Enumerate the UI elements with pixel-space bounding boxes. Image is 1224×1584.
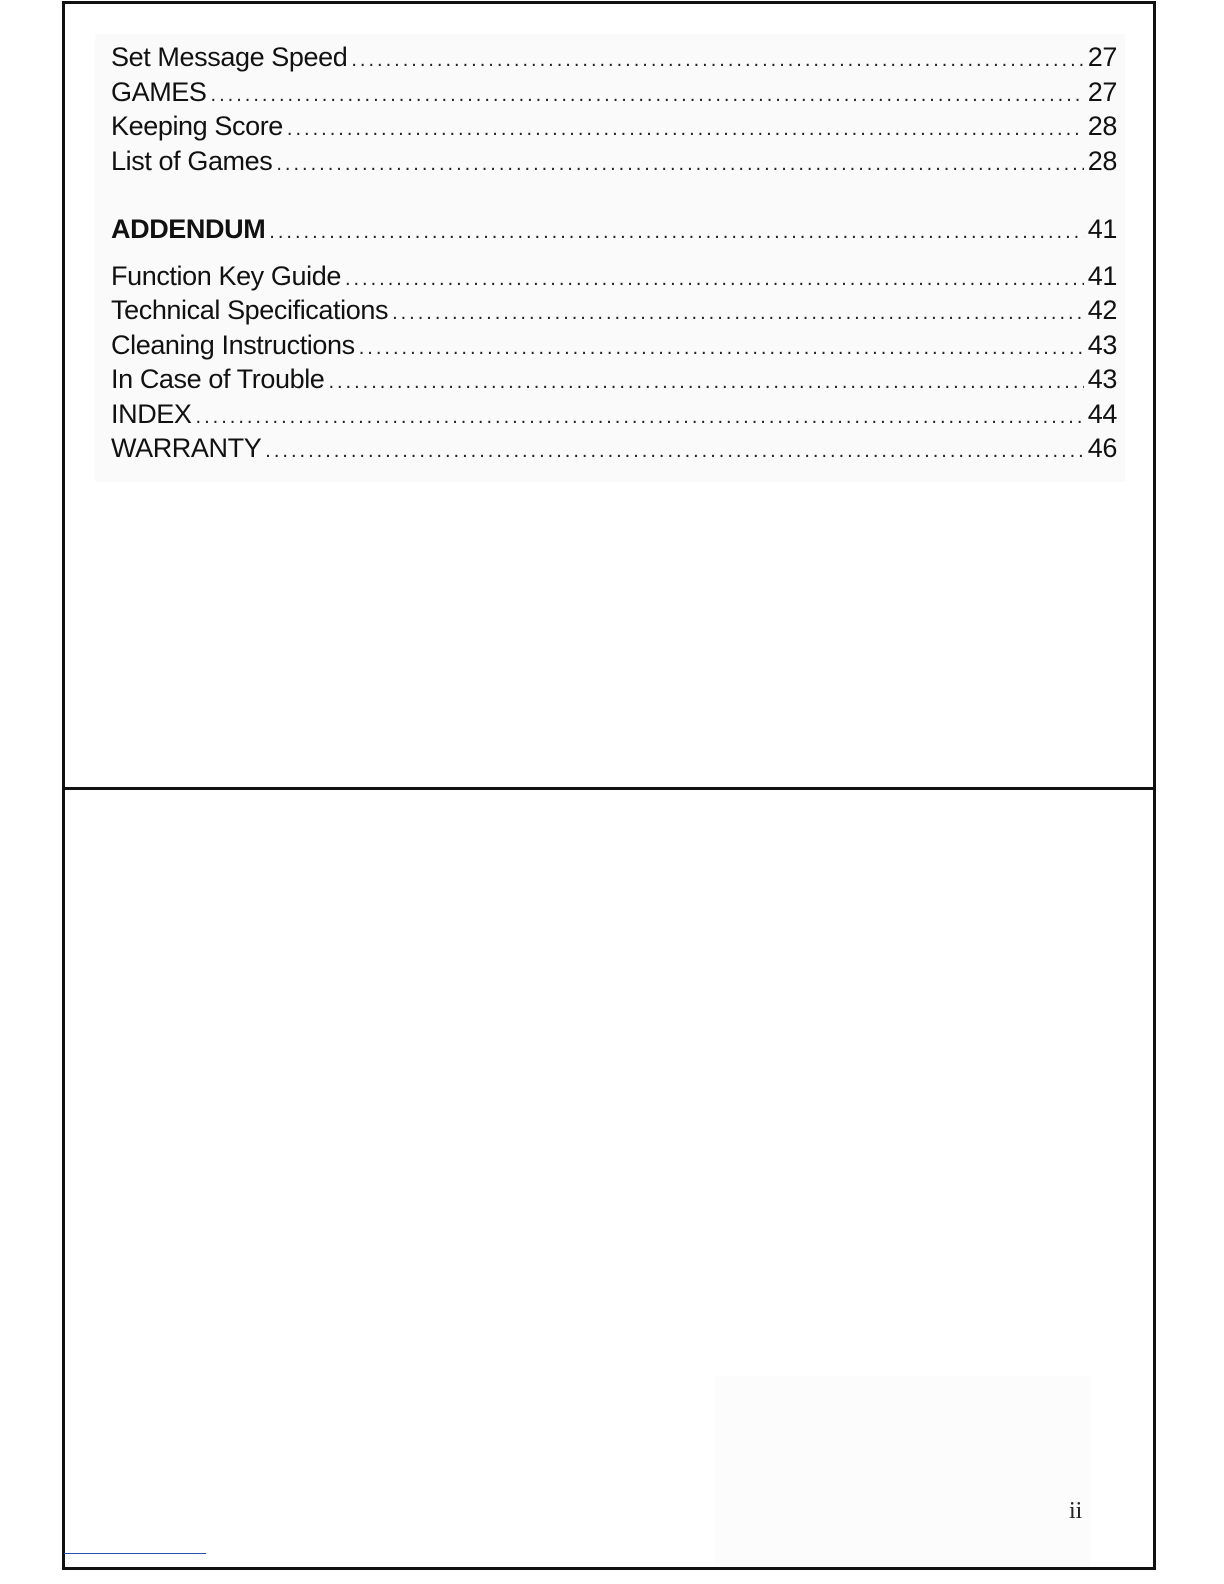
dot-leader: [276, 153, 1083, 176]
toc-entry[interactable]: [111, 364, 1117, 399]
toc-entry-label: Cleaning Instructions: [111, 329, 355, 360]
toc-entry[interactable]: [111, 261, 1117, 296]
toc-entry-page: 44: [1087, 398, 1117, 429]
toc-entry-label: WARRANTY: [111, 433, 262, 463]
dot-leader: [269, 221, 1083, 244]
toc-entry-page: 42: [1087, 295, 1117, 325]
bottom-panel: [65, 790, 1153, 1567]
dot-leader: [345, 268, 1084, 291]
toc-entry-page: 28: [1087, 145, 1117, 176]
toc-entry-page: 27: [1087, 76, 1117, 107]
dot-leader: [287, 118, 1084, 141]
section-spacer: [111, 180, 1117, 214]
toc-entry-label: In Case of Trouble: [111, 364, 325, 394]
toc-entry-page: 46: [1087, 433, 1117, 463]
dot-leader: [211, 84, 1084, 107]
toc-entry[interactable]: [111, 42, 1117, 77]
toc-entry[interactable]: [111, 399, 1117, 434]
toc-entry-page: 28: [1087, 111, 1117, 141]
table-of-contents: [111, 42, 1117, 468]
toc-entry-label: Function Key Guide: [111, 260, 341, 291]
dot-leader: [265, 440, 1083, 463]
scan-shade: [715, 1376, 1090, 1566]
toc-entry-label: Technical Specifications: [111, 295, 389, 325]
toc-entry-label: Set Message Speed: [111, 42, 348, 72]
toc-section-heading[interactable]: [111, 214, 1117, 249]
toc-entry[interactable]: [111, 433, 1117, 468]
toc-entry-page: 41: [1087, 260, 1117, 291]
dot-leader: [328, 371, 1083, 394]
toc-entry-label: List of Games: [111, 145, 273, 176]
toc-section-page: 41: [1087, 214, 1117, 244]
toc-entry-label: INDEX: [111, 398, 192, 429]
toc-entry-label: Keeping Score: [111, 111, 283, 141]
page-frame: [62, 1, 1156, 1570]
dot-leader: [351, 49, 1083, 72]
toc-entry-page: 43: [1087, 364, 1117, 394]
toc-entry[interactable]: [111, 111, 1117, 146]
dot-leader: [359, 337, 1084, 360]
toc-entry-page: 43: [1087, 329, 1117, 360]
toc-entry[interactable]: [111, 146, 1117, 181]
toc-section-label: ADDENDUM: [111, 214, 266, 244]
top-panel: [65, 4, 1153, 790]
toc-entry[interactable]: [111, 295, 1117, 330]
toc-entry-page: 27: [1087, 42, 1117, 72]
dot-leader: [196, 406, 1084, 429]
toc-entry-label: GAMES: [111, 76, 207, 107]
underline-mark: [64, 1553, 206, 1554]
section-spacer: [111, 249, 1117, 261]
dot-leader: [392, 302, 1084, 325]
toc-entry[interactable]: [111, 330, 1117, 365]
toc-entry[interactable]: [111, 77, 1117, 112]
page-number: ii: [1069, 1498, 1083, 1524]
